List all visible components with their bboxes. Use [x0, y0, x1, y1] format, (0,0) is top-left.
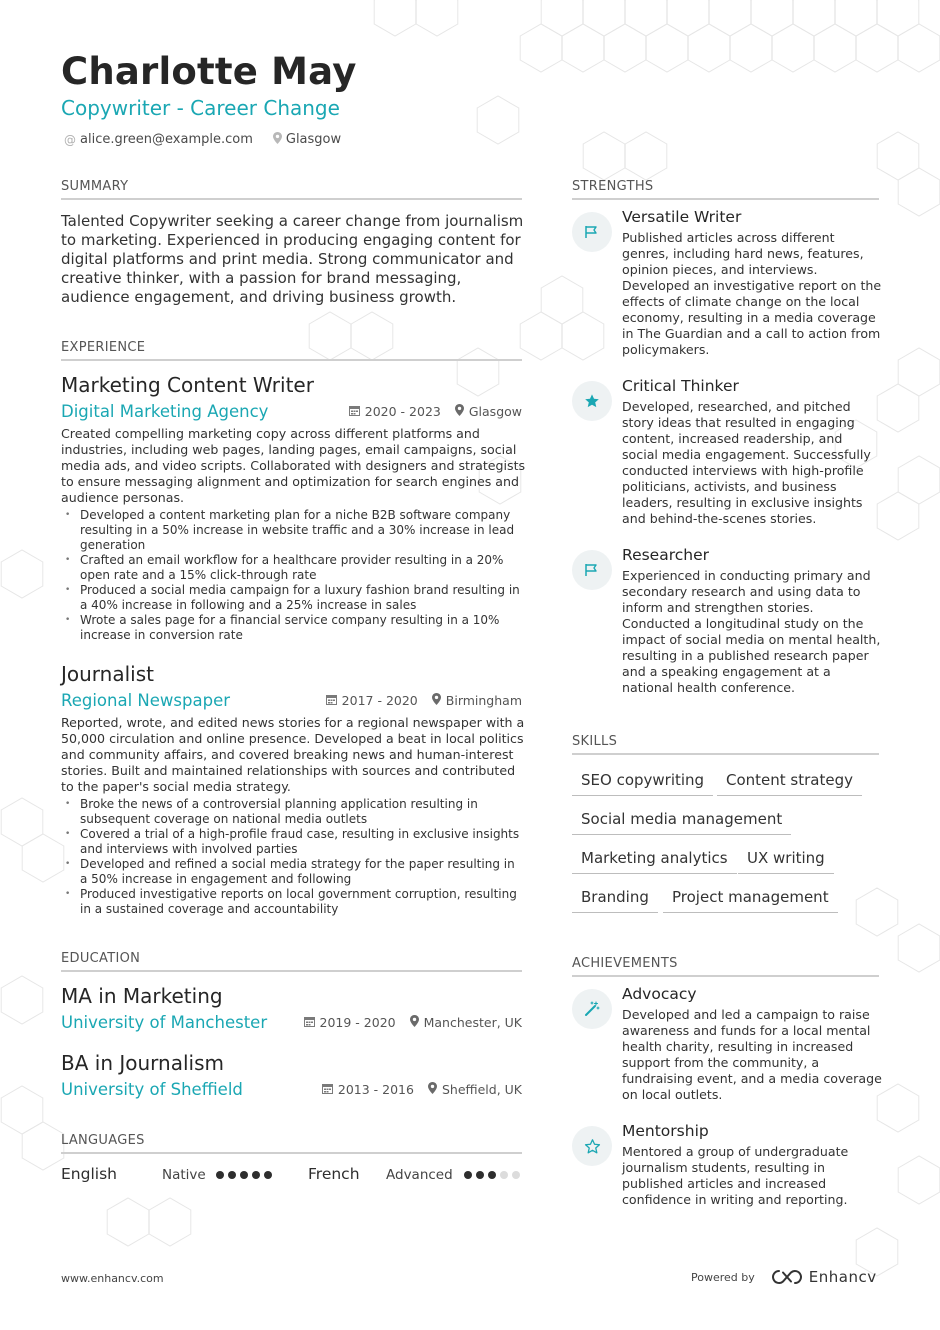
education-location: Manchester, UK — [423, 1015, 522, 1030]
language-proficiency-dots — [464, 1171, 520, 1179]
strength-description: Developed, researched, and pitched story ideas that resulted in engaging content, increased readership, and social media engagement. Successfully conducted interviews with high-profile politicians, activists, and business leaders, resulting in exclusive insights and behind-the-scenes stories. — [622, 399, 871, 526]
job-achievements-list — [61, 508, 522, 643]
proficiency-dot-empty — [500, 1171, 508, 1179]
strength-title: Critical Thinker — [622, 377, 739, 395]
flag-icon — [572, 550, 612, 590]
strength-description: Published articles across different genres, including hard news, features, opinion pieces, and interviews. Developed an investigative report on the effects of climate change on the local economy, resulting in a media coverage in The Guardian and a call to action from policymakers. — [622, 230, 882, 357]
magic-wand-icon — [572, 989, 612, 1029]
languages-row — [61, 1165, 522, 1187]
proficiency-dot-filled — [488, 1171, 496, 1179]
achievement-title: Mentorship — [622, 1122, 709, 1140]
degree-title: MA in Marketing — [61, 984, 223, 1008]
job-dates: 2017 - 2020 — [341, 693, 418, 708]
location-pin-icon — [410, 1015, 419, 1030]
calendar-icon — [349, 405, 360, 419]
strength-title: Versatile Writer — [622, 208, 742, 226]
proficiency-dot-filled — [464, 1171, 472, 1179]
achievement-description: Mentored a group of undergraduate journalism students, resulting in published articles and increased confidence in writing and reporting. — [622, 1144, 849, 1207]
list-item: • Crafted an email workflow for a healthcare provider resulting in a 20% open rate and a 15% click-through rate — [61, 553, 522, 583]
job-location: Birmingham — [445, 693, 522, 708]
job-company: Digital Marketing Agency — [61, 402, 269, 421]
education-dates: 2013 - 2016 — [337, 1082, 414, 1097]
job-meta — [326, 693, 522, 708]
list-item: • Broke the news of a controversial planning application resulting in subsequent coverage on national media outlets — [61, 797, 522, 827]
experience-heading: EXPERIENCE — [61, 340, 522, 361]
skill-tag: Social media management — [572, 810, 791, 835]
list-item: • Developed and refined a social media strategy for the paper resulting in a 50% increase in engagement and following — [61, 857, 522, 887]
footer-website-link[interactable]: www.enhancv.com — [61, 1272, 164, 1285]
education-dates: 2019 - 2020 — [319, 1015, 396, 1030]
language-level: Native — [162, 1167, 206, 1183]
language-name: English — [61, 1165, 117, 1183]
language-name: French — [308, 1165, 360, 1183]
job-meta — [349, 404, 522, 419]
school-name: University of Manchester — [61, 1013, 268, 1032]
achievements-heading: ACHIEVEMENTS — [572, 956, 879, 977]
job-dates: 2020 - 2023 — [364, 404, 441, 419]
candidate-role: Copywriter - Career Change — [61, 96, 340, 120]
flag-icon — [572, 212, 612, 252]
location-text: Glasgow — [285, 132, 342, 147]
list-item: • Wrote a sales page for a financial service company resulting in a 10% increase in conversion rate — [61, 613, 522, 643]
achievement-title: Advocacy — [622, 985, 697, 1003]
calendar-icon — [304, 1016, 315, 1030]
at-icon: @ — [64, 132, 76, 147]
star-icon — [572, 381, 612, 421]
powered-by-label: Powered by — [691, 1270, 755, 1284]
degree-title: BA in Journalism — [61, 1051, 224, 1075]
proficiency-dot-filled — [252, 1171, 260, 1179]
job-description: Reported, wrote, and edited news stories for a regional newspaper with a 50,000 circulation and online presence. Developed a beat in local politics and community affairs, and covered breaking news and human-interest stories. Built and maintained relationships with sources and contributed to the paper's social media strategy. — [61, 715, 525, 794]
skill-tag: Project management — [663, 888, 838, 913]
language-level: Advanced — [386, 1167, 453, 1183]
contact-info — [64, 132, 341, 147]
list-item: • Developed a content marketing plan for a niche B2B software company resulting in a 50% increase in website traffic and a 30% increase in lead generation — [61, 508, 522, 553]
education-heading: EDUCATION — [61, 951, 522, 972]
brand-name: Enhancv — [808, 1268, 877, 1286]
job-location: Glasgow — [468, 404, 522, 419]
proficiency-dot-filled — [228, 1171, 236, 1179]
job-achievements-list — [61, 797, 522, 917]
education-meta — [304, 1015, 522, 1030]
proficiency-dot-empty — [512, 1171, 520, 1179]
skill-tag: Branding — [572, 888, 658, 913]
location-contact — [273, 132, 341, 147]
languages-heading: LANGUAGES — [61, 1133, 522, 1154]
skills-heading: SKILLS — [572, 734, 879, 755]
education-meta — [322, 1082, 522, 1097]
achievement-description: Developed and led a campaign to raise awareness and funds for a local mental health charity, resulting in increased support from the community, a fundraising event, and a media coverage on local outlets. — [622, 1007, 882, 1102]
location-pin-icon — [432, 693, 441, 708]
school-name: University of Sheffield — [61, 1080, 243, 1099]
strength-description: Experienced in conducting primary and secondary research and using data to inform and strengthen stories. Conducted a longitudinal study on the impact of social media on mental health, resulting in a published research paper and a speaking engagement at a national health conference. — [622, 568, 881, 695]
email-contact[interactable] — [64, 132, 253, 147]
job-title: Marketing Content Writer — [61, 373, 314, 397]
skill-tag: Marketing analytics — [572, 849, 737, 874]
job-company: Regional Newspaper — [61, 691, 231, 710]
list-item: • Produced investigative reports on local government corruption, resulting in a sustained coverage and accountability — [61, 887, 522, 917]
location-pin-icon — [428, 1082, 437, 1097]
calendar-icon — [326, 694, 337, 708]
education-location: Sheffield, UK — [441, 1082, 522, 1097]
location-pin-icon — [273, 132, 282, 147]
proficiency-dot-filled — [216, 1171, 224, 1179]
star-outline-icon — [572, 1126, 612, 1166]
candidate-name: Charlotte May — [61, 50, 357, 93]
proficiency-dot-filled — [476, 1171, 484, 1179]
strength-title: Researcher — [622, 546, 710, 564]
proficiency-dot-filled — [264, 1171, 272, 1179]
skill-tag: UX writing — [738, 849, 834, 874]
list-item: • Produced a social media campaign for a luxury fashion brand resulting in a 40% increase in following and a 25% increase in sales — [61, 583, 522, 613]
skill-tag: Content strategy — [717, 771, 862, 796]
language-proficiency-dots — [216, 1171, 272, 1179]
enhancv-logo-icon — [771, 1269, 803, 1285]
list-item: • Covered a trial of a high-profile fraud case, resulting in exclusive insights and interviews with involved parties — [61, 827, 522, 857]
enhancv-logo[interactable] — [771, 1268, 877, 1286]
summary-text: Talented Copywriter seeking a career change from journalism to marketing. Experienced in producing engaging content for digital platforms and print media. Strong communicator and creative thinker, with a passion for brand messaging, audience engagement, and driving business growth. — [61, 212, 524, 306]
skill-tag: SEO copywriting — [572, 771, 713, 796]
footer-branding — [691, 1268, 877, 1286]
job-title: Journalist — [61, 662, 154, 686]
proficiency-dot-filled — [240, 1171, 248, 1179]
strengths-heading: STRENGTHS — [572, 179, 879, 200]
calendar-icon — [322, 1083, 333, 1097]
summary-heading: SUMMARY — [61, 179, 522, 200]
job-description: Created compelling marketing copy across different platforms and industries, including web pages, landing pages, email campaigns, social media ads, and video scripts. Collaborated with designers and strategists to ensure messaging alignment and optimization for search engines and audience personas. — [61, 426, 526, 505]
location-pin-icon — [455, 404, 464, 419]
email-text: alice.green@example.com — [80, 132, 253, 147]
